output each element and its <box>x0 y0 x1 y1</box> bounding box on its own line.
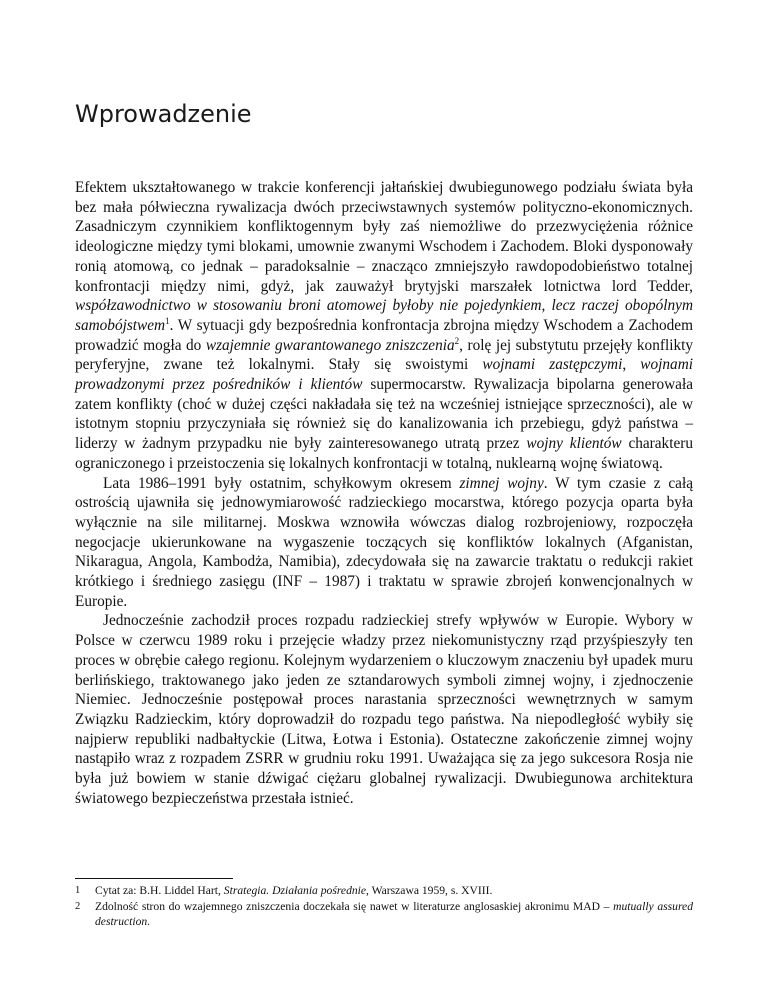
italic-text: wzajemnie gwarantowanego zniszczenia <box>205 336 455 354</box>
footnote-ref: 1 <box>165 315 170 326</box>
paragraph <box>75 178 693 474</box>
footnote-number: 2 <box>75 900 81 912</box>
footnote-text <box>95 883 693 899</box>
italic-text: mutually assured destruction <box>95 899 693 928</box>
text-run: charakteru ograniczonego i przeistoczenia się lokalnych konfrontacji w totalną, nuklearną wojnę światową. <box>75 435 693 472</box>
paragraph <box>75 611 693 808</box>
footnote <box>75 883 693 899</box>
chapter-title: Wprowadzenie <box>75 100 252 128</box>
text-run: , rolę jej substytutu przejęły konflikty peryferyjne, zwane też lokalnymi. Stały się swoistymi <box>75 336 693 374</box>
text-run: Zdolność stron do wzajemnego zniszczenia doczekała się nawet w literaturze anglosaskiej akronimu MAD – <box>95 899 614 913</box>
text-run: . W sytuacji gdy bezpośrednia konfrontacja zbrojna między Wschodem a Zachodem prowadzić mogła do <box>75 316 693 354</box>
footnote <box>75 899 693 930</box>
italic-text: współzawodnictwo w stosowaniu broni atomowej byłoby nie pojedynkiem, lecz raczej obopólnym samobójstwem <box>75 297 693 334</box>
text-run: , <box>622 356 641 374</box>
paragraph <box>75 474 693 612</box>
text-run: Efektem ukształtowanego w trakcie konferencji jałtańskiej dwubiegunowego podziału świata była bez mała półwieczna rywalizacja dwóch przeciwstawnych systemów polityczno-ekonomicznych. Zasadniczym czynnikiem konfliktogennym były zaś niemożliwe do przezwyciężenia różnice ideologiczne między tymi blokami, umownie zwanymi Wschodem i Zachodem. Bloki dysponowały ronią atomową, co jednak – paradoksalnie – znacząco zmniejszyło rawdopodobieństwo totalnej konfrontacji między nimi, gdyż, jak zauważył brytyjski marszałek lotnictwa lord Tedder, <box>75 179 693 295</box>
text-run: Lata 1986–1991 były ostatnim, schyłkowym okresem <box>103 474 460 492</box>
footnote-separator <box>75 878 233 879</box>
text-run: supermocarstw. Rywalizacja bipolarna generowała zatem konflikty (choć w dużej części nakładała się też na wcześniej istniejące sprzeczności), ale w istotnym stopniu przyczyniała się również się do kanalizowania ich przebiegu, gdyż państwa – liderzy w żadnym przypadku nie były zainteresowanego utratą przez <box>75 376 693 453</box>
italic-text: wojny klientów <box>526 435 622 453</box>
italic-text: wojnami prowadzonymi przez pośredników i klientów <box>75 356 693 394</box>
footnote-text <box>95 899 693 930</box>
footnote-number: 1 <box>75 885 81 896</box>
text-run: . <box>147 915 151 928</box>
text-run: , Warszawa 1959, s. XVIII. <box>366 884 493 897</box>
footnotes <box>75 878 693 930</box>
italic-text: Strategia. Działania pośrednie <box>223 884 367 897</box>
text-run: Cytat za: B.H. Liddel Hart, <box>95 884 224 897</box>
text-run: Jednocześnie zachodził proces rozpadu radzieckiej strefy wpływów w Europie. Wybory w Polsce w czerwcu 1989 roku i przejęcie władzy przez niekomunistyczny rząd przyśpieszyły ten proces w obrębie całego regionu. Kolejnym wydarzeniem o kluczowym znaczeniu był upadek muru berlińskiego, traktowanego jako jeden ze sztandarowych symboli zimnej wojny, i zjednoczenie Niemiec. Jednocześnie postępował proces narastania sprzeczności wewnętrznych w samym Związku Radzieckim, który doprowadził do rozpadu tego państwa. Na niepodległość wybiły się najpierw republiki nadbałtyckie (Litwa, Łotwa i Estonia). Ostateczne zakończenie zimnej wojny nastąpiło wraz z rozpadem ZSRR w grudniu roku 1991. Uważająca się za jego sukcesora Rosja nie była już bowiem w stanie dźwigać ciężaru globalnej rywalizacji. Dwubiegunowa architektura światowego bezpieczeństwa przestała istnieć. <box>75 612 693 807</box>
footnote-ref: 2 <box>454 335 460 346</box>
chapter-body <box>75 178 693 809</box>
italic-text: zimnej wojny <box>459 474 544 492</box>
text-run: . W tym czasie z całą ostrością ujawniła się jednowymiarowość radzieckiego mocarstwa, którego pozycja oparta była wyłącznie na sile militarnej. Moskwa wznowiła wówczas dialog rozbrojeniowy, rozpoczęła negocjacje ukierunkowane na wygaszenie toczących się konfliktów lokalnych (Afganistan, Nikaragua, Angola, Kambodża, Namibia), zdecydowała się na zawarcie traktatu o redukcji rakiet krótkiego i średniego zasięgu (INF – 1987) i traktatu w sprawie zbrojeń konwencjonalnych w Europie. <box>75 474 693 610</box>
italic-text: wojnami zastępczymi <box>482 356 623 374</box>
